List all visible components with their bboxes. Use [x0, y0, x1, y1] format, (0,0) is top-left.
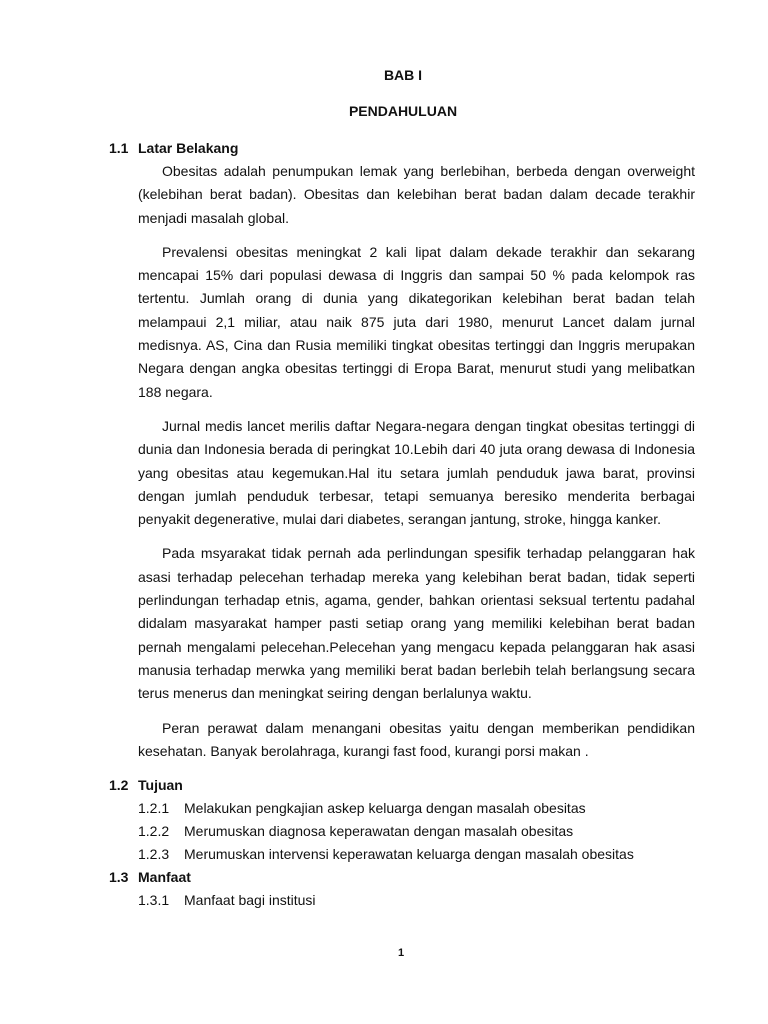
item-text: Melakukan pengkajian askep keluarga dengan masalah obesitas: [184, 800, 586, 817]
item-text: Manfaat bagi institusi: [184, 892, 316, 909]
section-title: Latar Belakang: [138, 140, 239, 156]
item-number: 1.3.1: [138, 892, 170, 909]
paragraph: Jurnal medis lancet merilis daftar Negara-negara dengan tingkat obesitas tertinggi di dunia dan Indonesia berada di peringkat 10.Lebih dari 40 juta orang dewasa di Indonesia yang obesitas atau kegemukan.Hal itu setara jumlah penduduk jawa barat, provinsi dengan jumlah penduduk terbesar, tetapi semuanya beresiko menderita berbagai penyakit degenerative, mulai dari diabetes, serangan jantung, stroke, hingga kanker.: [138, 417, 695, 528]
page-number: 1: [397, 947, 405, 959]
section-heading-manfaat: [109, 866, 695, 889]
paragraph: Peran perawat dalam menangani obesitas yaitu dengan memberikan pendidikan kesehatan. Banyak berolahraga, kurangi fast food, kurangi porsi makan .: [138, 719, 695, 759]
paragraph: Obesitas adalah penumpukan lemak yang berlebihan, berbeda dengan overweight (kelebihan berat badan). Obesitas dan kelebihan berat badan dalam decade terakhir menjadi masalah global.: [138, 163, 695, 226]
item-text: Merumuskan diagnosa keperawatan dengan masalah obesitas: [184, 823, 574, 840]
paragraph: Pada msyarakat tidak pernah ada perlindungan spesifik terhadap pelanggaran hak asasi terhadap pelecehan terhadap mereka yang kelebihan berat badan, tidak seperti perlindungan terhadap etnis, agama, gender, bahkan orientasi seksual tertentu padahal didalam masyarakat hamper pasti setiap orang yang memiliki kelebihan berat badan pernah mengalami pelecehan.Pelecehan yang mengacu kepada pelanggaran hak asasi manusia terhadap merwka yang memiliki berat badan berlebih telah berlangsung secara terus menerus dan meningkat seiring dengan berlalunya waktu.: [138, 545, 695, 702]
section-title: Manfaat: [138, 869, 191, 886]
section-heading-tujuan: [109, 774, 695, 797]
list-item: [138, 889, 695, 912]
section-heading-latar-belakang: [109, 137, 695, 160]
chapter-title: PENDAHULUAN: [348, 103, 458, 119]
item-text: Merumuskan intervensi keperawatan keluarga dengan masalah obesitas: [184, 846, 634, 863]
list-item: [138, 843, 695, 866]
item-number: 1.2.2: [138, 823, 170, 840]
list-item: [138, 820, 695, 843]
list-item: [138, 797, 695, 820]
item-number: 1.2.1: [138, 800, 170, 817]
document-body: [109, 137, 695, 912]
section-number: 1.2: [109, 777, 129, 794]
section-number: 1.1: [109, 140, 129, 156]
paragraph: Prevalensi obesitas meningkat 2 kali lipat dalam dekade terakhir dan sekarang mencapai 15% dari populasi dewasa di Inggris dan sampai 50 % pada kelompok ras tertentu. Jumlah orang di dunia yang dikategorikan kelebihan berat badan telah melampaui 2,1 miliar, atau naik 875 juta dari 1980, menurut Lancet dalam jurnal medisnya. AS, Cina dan Rusia memiliki tingkat obesitas tertinggi dan Inggris merupakan Negara dengan angka obesitas tertinggi di Eropa Barat, menurut studi yang melibatkan 188 negara.: [138, 243, 695, 400]
chapter-label: BAB I: [383, 67, 423, 83]
item-number: 1.2.3: [138, 846, 170, 863]
section-number: 1.3: [109, 869, 129, 886]
section-title: Tujuan: [138, 777, 183, 794]
